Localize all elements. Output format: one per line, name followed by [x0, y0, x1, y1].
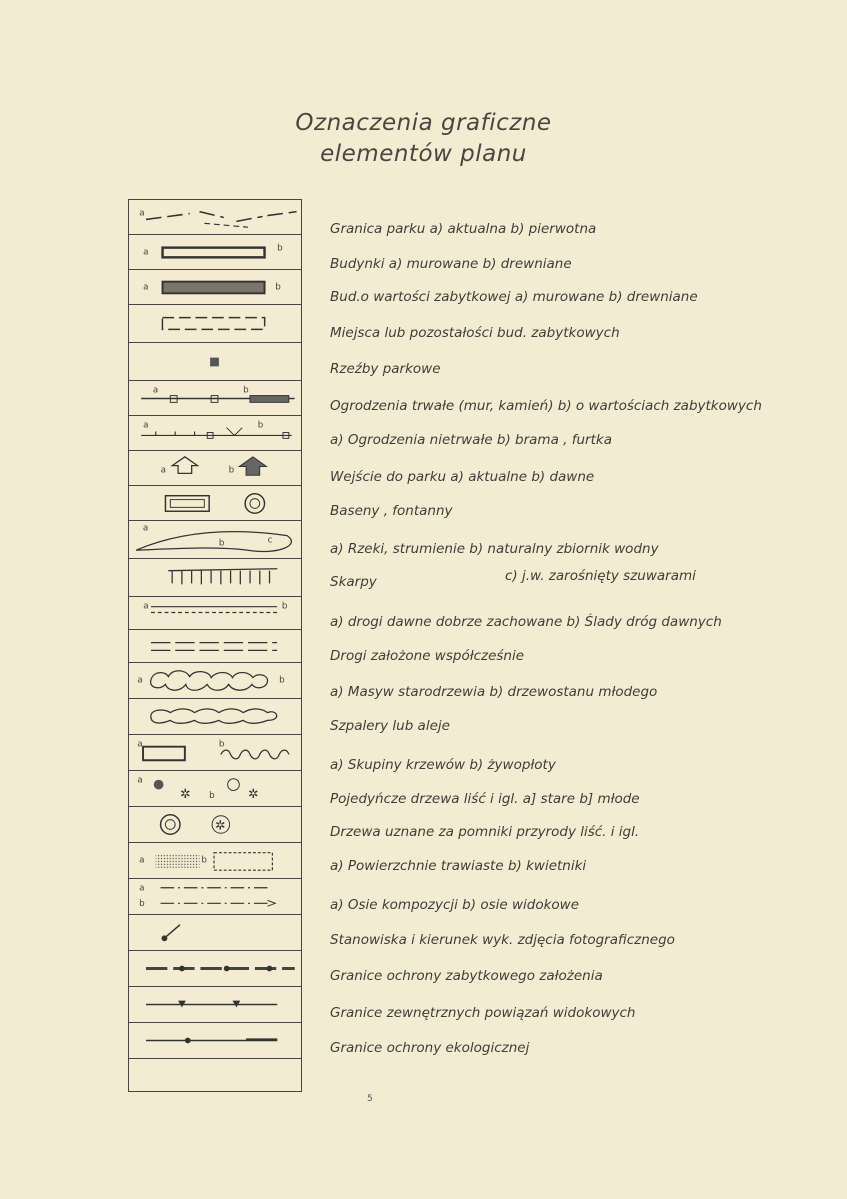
label-valuable-buildings: Bud.o wartości zabytkowej a) murowane b) drewniane	[330, 289, 698, 305]
symbol-temporary-fences	[129, 416, 301, 451]
svg-text:a: a	[139, 208, 145, 219]
label-axes: a) Osie kompozycji b) osie widokowe	[330, 897, 579, 913]
svg-text:b: b	[243, 385, 249, 396]
svg-text:b: b	[277, 243, 283, 254]
label-alleys: Szpalery lub aleje	[330, 718, 450, 734]
symbol-slopes	[129, 559, 301, 597]
symbol-single-trees	[129, 771, 301, 807]
symbol-pools-fountains	[129, 486, 301, 521]
symbol-remains	[129, 305, 301, 343]
label-view-links: Granice zewnętrznych powiązań widokowych	[330, 1005, 636, 1021]
title-line-2: elementów planu	[320, 141, 527, 167]
label-shrubs-hedges: a) Skupiny krzewów b) żywopłoty	[330, 757, 556, 773]
svg-text:a: a	[143, 420, 149, 431]
svg-text:a: a	[160, 465, 166, 476]
label-grass-flowerbeds: a) Powierzchnie trawiaste b) kwietniki	[330, 858, 587, 874]
symbol-rivers	[129, 521, 301, 559]
label-rivers: a) Rzeki, strumienie b) naturalny zbiornik wodny	[330, 541, 659, 557]
label-ecological-protection: Granice ochrony ekologicznej	[330, 1040, 530, 1056]
symbol-grass-flowerbeds	[129, 843, 301, 879]
svg-text:b: b	[201, 855, 207, 866]
symbol-sculptures	[129, 343, 301, 381]
svg-text:a: a	[137, 675, 143, 686]
svg-text:b: b	[209, 791, 215, 802]
svg-text:✲: ✲	[215, 817, 226, 833]
symbol-buildings	[129, 235, 301, 270]
empty-row	[129, 1059, 301, 1091]
svg-text:a: a	[139, 883, 145, 894]
label-nature-monuments: Drzewa uznane za pomniki przyrody liść. i igl.	[330, 824, 640, 840]
symbol-shrubs-hedges	[129, 735, 301, 771]
label-remains: Miejsca lub pozostałości bud. zabytkowych	[330, 325, 620, 341]
svg-text:a: a	[137, 739, 143, 750]
svg-text:a: a	[139, 855, 145, 866]
svg-text:b: b	[228, 465, 235, 476]
svg-text:b: b	[257, 420, 264, 431]
symbol-ecological-protection	[129, 1023, 301, 1059]
svg-text:b: b	[279, 675, 285, 686]
title-line-1: Oznaczenia graficzne	[295, 110, 552, 136]
symbol-fences	[129, 381, 301, 416]
symbol-alleys	[129, 699, 301, 735]
label-park-entrance: Wejście do parku a) aktualne b) dawne	[330, 469, 595, 485]
symbol-old-tree-stand	[129, 663, 301, 699]
symbol-view-links	[129, 987, 301, 1023]
label-old-roads: a) drogi dawne dobrze zachowane b) Ślady dróg dawnych	[330, 614, 722, 630]
svg-text:a: a	[143, 601, 149, 612]
label-fences: Ogrodzenia trwałe (mur, kamień) b) o wartościach zabytkowych	[330, 398, 762, 414]
label-park-boundary: Granica parku a) aktualna b) pierwotna	[330, 221, 597, 237]
symbol-photo-points	[129, 915, 301, 951]
label-reed-overgrown: c) j.w. zarośnięty szuwarami	[505, 568, 696, 584]
svg-text:b: b	[218, 538, 225, 549]
page-number: 5	[367, 1094, 373, 1104]
label-heritage-protection: Granice ochrony zabytkowego założenia	[330, 968, 603, 984]
svg-text:✲: ✲	[180, 786, 191, 802]
svg-text:a: a	[152, 385, 159, 396]
symbol-valuable-buildings	[129, 270, 301, 305]
svg-text:b: b	[281, 601, 288, 612]
svg-text:a: a	[137, 775, 143, 786]
symbol-new-roads	[129, 630, 301, 663]
svg-text:a: a	[143, 247, 149, 258]
label-single-trees: Pojedyńcze drzewa liść i igl. a] stare b] młode	[330, 791, 640, 807]
label-photo-points: Stanowiska i kierunek wyk. zdjęcia fotograficznego	[330, 932, 675, 948]
symbol-park-boundary	[129, 200, 301, 235]
svg-text:b: b	[218, 739, 225, 750]
svg-text:b: b	[275, 282, 281, 293]
label-buildings: Budynki a) murowane b) drewniane	[330, 256, 572, 272]
label-new-roads: Drogi założone współcześnie	[330, 648, 525, 664]
symbol-old-roads	[129, 597, 301, 630]
symbol-heritage-protection	[129, 951, 301, 987]
svg-text:b: b	[139, 899, 145, 910]
label-temporary-fences: a) Ogrodzenia nietrwałe b) brama , furtka	[330, 432, 612, 448]
symbol-nature-monuments	[129, 807, 301, 843]
svg-text:c: c	[267, 535, 273, 546]
label-pools-fountains: Baseny , fontanny	[330, 503, 453, 519]
svg-text:a: a	[143, 282, 149, 293]
label-sculptures: Rzeźby parkowe	[330, 361, 441, 377]
svg-text:✲: ✲	[248, 786, 259, 802]
legend-symbols-table	[128, 199, 302, 1092]
symbol-axes	[129, 879, 301, 915]
label-slopes: Skarpy	[330, 574, 377, 590]
svg-text:a: a	[142, 523, 149, 534]
label-old-tree-stand: a) Masyw starodrzewia b) drzewostanu młodego	[330, 684, 658, 700]
symbol-park-entrance	[129, 451, 301, 486]
